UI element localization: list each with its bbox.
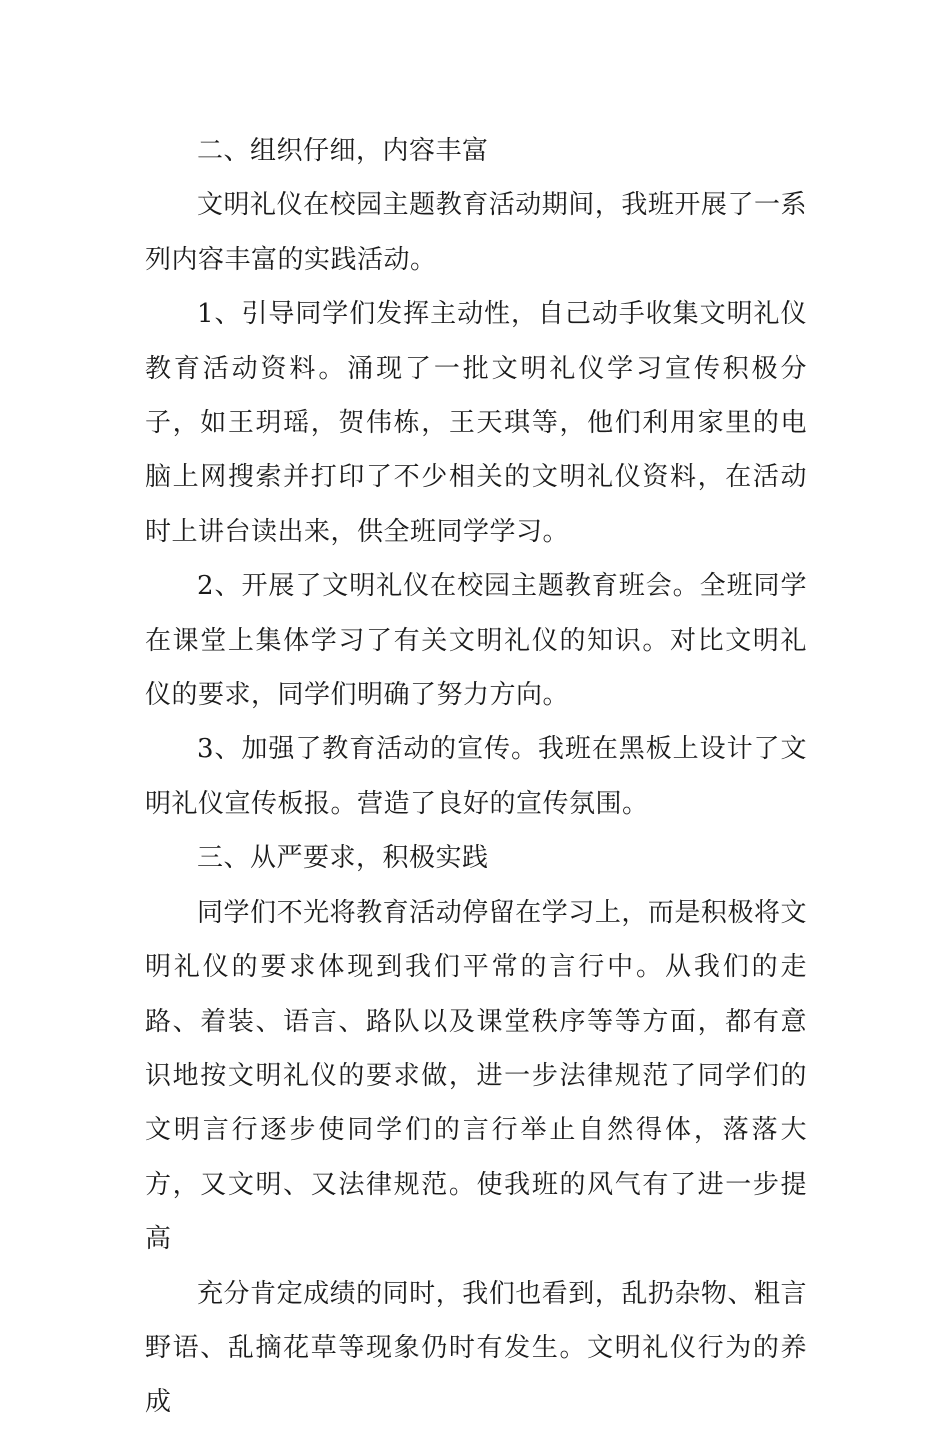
section-heading-3: 三、从严要求，积极实践 <box>197 843 489 874</box>
paragraph-practice: 同学们不光将教育活动停留在学习上，而是积极将文明礼仪的要求体现到我们平常的言行中。从我们的走路、着装、语言、路队以及课堂秩序等等方面，都有意识地按文明礼仪的要求做，进一步法律规范了同学们的文明言行逐步使同学们的言行举止自然得体，落落大方，又文明、又法律规范。使我班的风气有了进一步提高 <box>145 897 807 1255</box>
paragraph-issues: 充分肯定成绩的同时，我们也看到，乱扔杂物、粗言野语、乱摘花草等现象仍时有发生。文明礼仪行为的养成 <box>145 1278 807 1418</box>
paragraph-item-1: 1、引导同学们发挥主动性，自己动手收集文明礼仪教育活动资料。涌现了一批文明礼仪学习宣传积极分子，如王玥瑶，贺伟栋，王天琪等，他们利用家里的电脑上网搜索并打印了不少相关的文明礼仪资料，在活动时上讲台读出来，供全班同学学习。 <box>145 299 807 547</box>
paragraph-item-3: 3、加强了教育活动的宣传。我班在黑板上设计了文明礼仪宣传板报。营造了良好的宣传氛围。 <box>145 734 807 819</box>
document-body <box>145 124 807 1430</box>
section-heading-2: 二、组织仔细，内容丰富 <box>197 136 489 166</box>
paragraph-intro: 文明礼仪在校园主题教育活动期间，我班开展了一系列内容丰富的实践活动。 <box>145 190 807 275</box>
paragraph-item-2: 2、开展了文明礼仪在校园主题教育班会。全班同学在课堂上集体学习了有关文明礼仪的知识。对比文明礼仪的要求，同学们明确了努力方向。 <box>145 571 807 711</box>
